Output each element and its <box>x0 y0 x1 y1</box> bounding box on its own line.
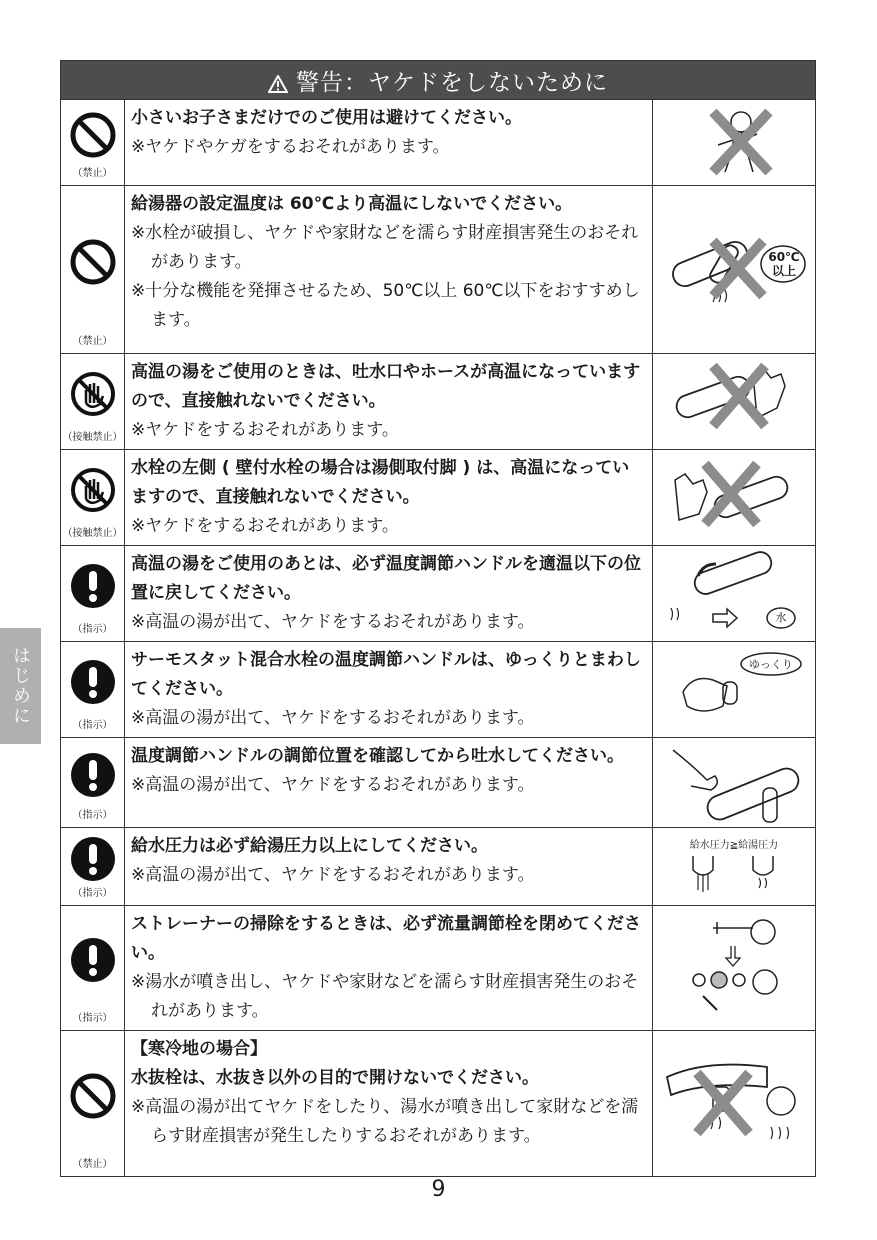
warning-triangle-icon <box>268 75 288 93</box>
warning-note: ※高温の湯が出てヤケドをしたり、湯水が噴き出して家財などを濡らす財産損害が発生したりするおそれがあります。 <box>131 1097 639 1146</box>
warning-text <box>125 100 653 186</box>
warning-note: ※高温の湯が出て、ヤケドをするおそれがあります。 <box>131 612 535 632</box>
drain-valve-icon <box>653 1031 816 1177</box>
pressure-comparison-icon <box>653 828 816 906</box>
warning-note: ※ヤケドをするおそれがあります。 <box>131 516 399 536</box>
symbol-cell <box>61 642 125 738</box>
check-dial-icon <box>653 738 816 828</box>
warning-main: ストレーナーの掃除をするときは、必ず流量調節栓を閉めてください。 <box>131 914 641 963</box>
symbol-label: （指示） <box>72 1013 113 1024</box>
warning-row <box>61 450 816 546</box>
warning-text <box>125 450 653 546</box>
warning-main: 給水圧力は必ず給湯圧力以上にしてください。 <box>131 836 488 856</box>
warning-row <box>61 186 816 354</box>
symbol-cell <box>61 450 125 546</box>
warning-note: ※湯水が噴き出し、ヤケドや家財などを濡らす財産損害発生のおそれがあります。 <box>131 972 639 1021</box>
water-badge: 水 <box>775 611 787 624</box>
instruction-icon <box>69 835 117 883</box>
warning-main: 水抜栓は、水抜き以外の目的で開けないでください。 <box>131 1068 539 1088</box>
handle-return-icon <box>653 546 816 634</box>
warning-text <box>125 828 653 906</box>
warning-row <box>61 100 816 186</box>
warning-row <box>61 906 816 1031</box>
instruction-icon <box>69 751 117 799</box>
warning-row <box>61 642 816 738</box>
symbol-cell <box>61 906 125 1031</box>
hand-on-body-icon <box>653 450 816 536</box>
symbol-label: （禁止） <box>72 336 113 347</box>
warning-text <box>125 186 653 354</box>
warning-title: 警告：ヤケドをしないために <box>296 69 608 96</box>
warning-main: 小さいお子さまだけでのご使用は避けてください。 <box>131 108 522 128</box>
warning-note: ※高温の湯が出て、ヤケドをするおそれがあります。 <box>131 865 535 885</box>
slowly-badge: ゆっくり <box>749 658 793 671</box>
prohibit-icon <box>69 238 117 286</box>
warning-text <box>125 1031 653 1177</box>
warning-note: ※ヤケドをするおそれがあります。 <box>131 420 399 440</box>
warning-region: 【寒冷地の場合】 <box>131 1039 267 1059</box>
warning-main: 高温の湯をご使用のあとは、必ず温度調節ハンドルを適温以下の位置に戻してください。 <box>131 554 641 603</box>
symbol-cell <box>61 738 125 828</box>
illustration-cell <box>652 186 815 354</box>
no-touch-icon <box>69 370 117 418</box>
warning-text <box>125 642 653 738</box>
prohibit-icon <box>69 1072 117 1120</box>
illustration-cell <box>652 738 815 828</box>
illustration-cell <box>652 450 815 546</box>
page-number: 9 <box>431 1177 446 1202</box>
instruction-icon <box>69 658 117 706</box>
warning-main: 高温の湯をご使用のときは、吐水口やホースが高温になっていますので、直接触れないでください。 <box>131 362 641 411</box>
illustration-cell <box>652 354 815 450</box>
symbol-label: （禁止） <box>72 168 113 179</box>
warning-main: サーモスタット混合水栓の温度調節ハンドルは、ゆっくりとまわしてください。 <box>131 650 641 699</box>
warning-row <box>61 738 816 828</box>
warning-text <box>125 546 653 642</box>
warning-note: ※ヤケドやケガをするおそれがあります。 <box>131 137 450 157</box>
symbol-cell <box>61 828 125 906</box>
warning-row <box>61 1031 816 1177</box>
warning-text <box>125 906 653 1031</box>
symbol-label: （指示） <box>72 624 113 635</box>
symbol-cell <box>61 1031 125 1177</box>
illustration-cell <box>652 906 815 1031</box>
warning-header <box>61 61 816 100</box>
warning-main: 温度調節ハンドルの調節位置を確認してから吐水してください。 <box>131 746 624 766</box>
symbol-label: （指示） <box>72 810 113 821</box>
warning-row <box>61 354 816 450</box>
warning-note: ※高温の湯が出て、ヤケドをするおそれがあります。 <box>131 775 535 795</box>
warning-main: 水栓の左側 ( 壁付水栓の場合は湯側取付脚 ) は、高温になっていますので、直接触れないでください。 <box>131 458 630 507</box>
warning-note: ※高温の湯が出て、ヤケドをするおそれがあります。 <box>131 708 535 728</box>
illustration-cell <box>652 828 815 906</box>
no-touch-icon <box>69 466 117 514</box>
warning-main: 給湯器の設定温度は 60℃より高温にしないでください。 <box>131 194 573 214</box>
warning-note: ※水栓が破損し、ヤケドや家財などを濡らす財産損害発生のおそれがあります。 <box>131 223 639 272</box>
illustration-cell <box>652 1031 815 1177</box>
symbol-cell <box>61 100 125 186</box>
strainer-cleaning-icon <box>653 906 816 1022</box>
warning-table <box>60 60 816 1177</box>
symbol-label: （接触禁止） <box>62 432 123 443</box>
child-illustration-icon <box>653 100 816 186</box>
warning-row <box>61 828 816 906</box>
warning-note: ※十分な機能を発揮させるため、50℃以上 60℃以下をおすすめします。 <box>131 281 640 330</box>
warning-text <box>125 354 653 450</box>
illustration-cell <box>652 100 815 186</box>
temperature-badge: 60℃以上 <box>768 250 800 278</box>
illustration-cell <box>652 546 815 642</box>
hand-on-spout-icon <box>653 354 816 440</box>
symbol-label: （指示） <box>72 888 113 899</box>
prohibit-icon <box>69 111 117 159</box>
instruction-icon <box>69 562 117 610</box>
instruction-icon <box>69 936 117 984</box>
symbol-cell <box>61 546 125 642</box>
symbol-label: （指示） <box>72 720 113 731</box>
symbol-cell <box>61 186 125 354</box>
symbol-cell <box>61 354 125 450</box>
pressure-label: 給水圧力≧給湯圧力 <box>689 840 779 851</box>
section-tab: はじめに <box>0 628 41 744</box>
warning-text <box>125 738 653 828</box>
symbol-label: （禁止） <box>72 1159 113 1170</box>
warning-row <box>61 546 816 642</box>
symbol-label: （接触禁止） <box>62 528 123 539</box>
illustration-cell <box>652 642 815 738</box>
